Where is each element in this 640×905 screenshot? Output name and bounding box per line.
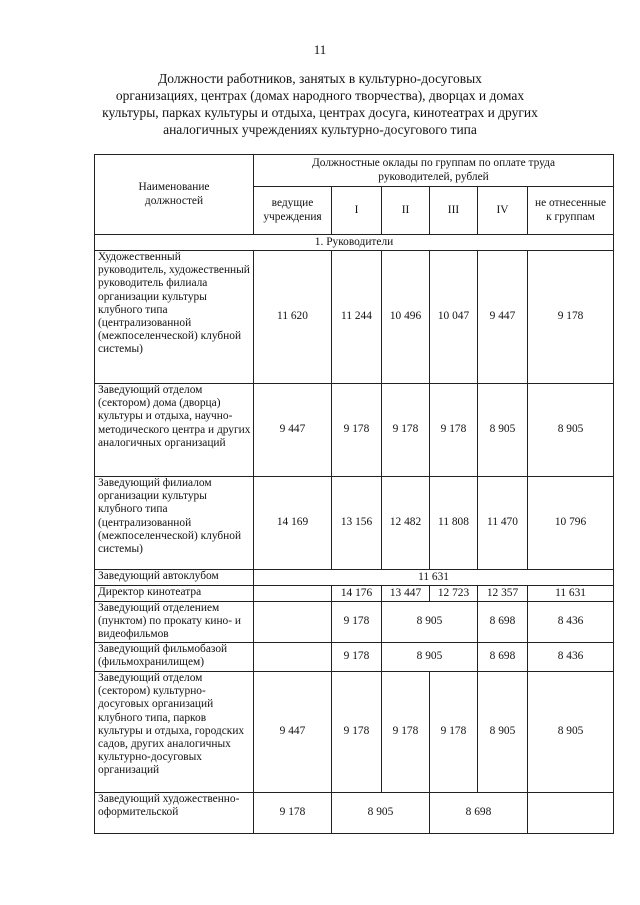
salary-cell: 9 178 <box>430 672 478 793</box>
table-row <box>95 251 614 384</box>
salary-cell: 8 905 <box>528 672 614 793</box>
column-header: I <box>332 187 382 235</box>
salary-cell: 11 620 <box>254 251 332 384</box>
salary-cell: 9 178 <box>332 643 382 672</box>
column-header: ведущие учреждения <box>254 187 332 235</box>
salary-cell: 10 047 <box>430 251 478 384</box>
salary-cell: 10 796 <box>528 477 614 570</box>
salary-cell: 11 631 <box>528 586 614 602</box>
salary-cell: 9 178 <box>332 602 382 643</box>
position-name: Заведующий отделом (сектором) культурно-досуговых организаций клубного типа, парков культуры и отдыха, городских садов, других аналогичных культурно-досуговых организаций <box>95 672 254 793</box>
title-line: аналогичных учреждениях культурно-досугового типа <box>163 122 477 137</box>
salary-cell: 8 698 <box>478 602 528 643</box>
salary-cell-merged: 8 905 <box>382 643 478 672</box>
salary-cell: 12 482 <box>382 477 430 570</box>
title-line: Должности работников, занятых в культурно-досуговых <box>158 71 482 86</box>
salary-cell: 8 905 <box>478 384 528 477</box>
salary-cell: 13 447 <box>382 586 430 602</box>
salary-cell: 8 436 <box>528 643 614 672</box>
position-name: Заведующий художественно-оформительской <box>95 793 254 834</box>
table-row <box>95 477 614 570</box>
position-name: Заведующий фильмобазой (фильмохранилищем) <box>95 643 254 672</box>
title-line: организациях, центрах (домах народного творчества), дворцах и домах <box>115 88 525 103</box>
salary-cell: 9 178 <box>430 384 478 477</box>
salary-cell <box>254 643 332 672</box>
document-title <box>70 70 570 138</box>
salary-cell: 8 436 <box>528 602 614 643</box>
table-row <box>95 602 614 643</box>
salary-cell-merged: 8 698 <box>430 793 528 834</box>
section-heading: 1. Руководители <box>95 235 614 251</box>
salary-cell: 9 447 <box>254 672 332 793</box>
position-name: Заведующий филиалом организации культуры клубного типа (централизованной (межпоселенческой) клубной системы) <box>95 477 254 570</box>
salary-cell <box>254 586 332 602</box>
salary-cell-merged: 8 905 <box>332 793 430 834</box>
column-header: IV <box>478 187 528 235</box>
salary-cell: 9 178 <box>382 384 430 477</box>
column-header: III <box>430 187 478 235</box>
table-row <box>95 586 614 602</box>
table-row <box>95 570 614 586</box>
salary-cell: 10 496 <box>382 251 430 384</box>
table-row <box>95 672 614 793</box>
salary-cell: 12 357 <box>478 586 528 602</box>
salary-cell: 11 808 <box>430 477 478 570</box>
table-row <box>95 793 614 834</box>
salary-cell: 9 178 <box>528 251 614 384</box>
salary-cell: 9 178 <box>332 672 382 793</box>
salary-cell <box>528 793 614 834</box>
column-header: не отнесенные к группам <box>528 187 614 235</box>
salary-cell: 9 178 <box>332 384 382 477</box>
salary-cell: 8 698 <box>478 643 528 672</box>
salary-cell: 9 178 <box>254 793 332 834</box>
column-header: II <box>382 187 430 235</box>
title-line: культуры, парках культуры и отдыха, центрах досуга, кинотеатрах и других <box>102 105 538 120</box>
table-row <box>95 384 614 477</box>
salary-cell-merged: 11 631 <box>254 570 614 586</box>
position-name: Заведующий отделом (сектором) дома (дворца) культуры и отдыха, научно-методического центра и других аналогичных организаций <box>95 384 254 477</box>
salary-cell: 12 723 <box>430 586 478 602</box>
position-name: Директор кинотеатра <box>95 586 254 602</box>
header-salary-groups: Должностные оклады по группам по оплате труда руководителей, рублей <box>254 155 614 187</box>
salary-cell: 11 244 <box>332 251 382 384</box>
salary-cell: 11 470 <box>478 477 528 570</box>
salary-cell: 14 169 <box>254 477 332 570</box>
table-row <box>95 643 614 672</box>
salary-cell: 9 447 <box>478 251 528 384</box>
salary-cell: 9 178 <box>382 672 430 793</box>
salary-cell: 14 176 <box>332 586 382 602</box>
position-name: Заведующий автоклубом <box>95 570 254 586</box>
page-number: 11 <box>313 42 327 57</box>
header-position-name: Наименование должностей <box>95 155 254 235</box>
salary-cell <box>254 602 332 643</box>
salary-cell: 13 156 <box>332 477 382 570</box>
salary-cell-merged: 8 905 <box>382 602 478 643</box>
salary-table <box>94 154 614 834</box>
salary-cell: 8 905 <box>528 384 614 477</box>
position-name: Заведующий отделением (пунктом) по прокату кино- и видеофильмов <box>95 602 254 643</box>
salary-cell: 9 447 <box>254 384 332 477</box>
salary-cell: 8 905 <box>478 672 528 793</box>
position-name: Художественный руководитель, художественный руководитель филиала организации культуры клубного типа (централизованной (межпоселенческой) клубной системы) <box>95 251 254 384</box>
